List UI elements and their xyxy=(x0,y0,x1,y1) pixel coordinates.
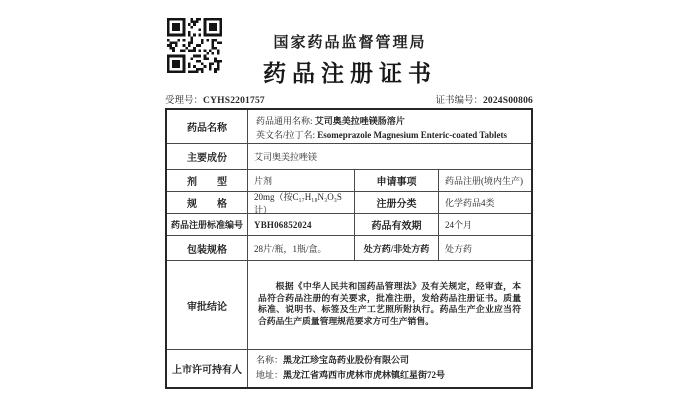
table-row-drug-name xyxy=(167,110,531,144)
table-row-main-ingredient xyxy=(167,144,531,170)
application-value: 药品注册(境内生产) xyxy=(445,176,523,186)
standard-no-label: 药品注册标准编号 xyxy=(167,214,248,235)
generic-name-prefix: 药品通用名称: xyxy=(256,116,315,126)
holder-address-line xyxy=(256,368,523,383)
generic-name-line xyxy=(256,114,523,128)
standard-no-value: YBH06852024 xyxy=(248,214,355,235)
english-name: Esomeprazole Magnesium Enteric-coated Tablets xyxy=(317,130,507,140)
dosage-form-value: 片剂 xyxy=(248,170,355,191)
holder-value xyxy=(248,350,531,387)
main-ingredient-label: 主要成份 xyxy=(167,144,248,169)
package-spec-value: 28片/瓶，1瓶/盒。 xyxy=(248,236,355,260)
holder-name: 黑龙江珍宝岛药业股份有限公司 xyxy=(283,355,410,365)
registration-class-value: 化学药品4类 xyxy=(445,198,495,208)
drug-name-value xyxy=(248,110,531,143)
table-row-dosage-application xyxy=(167,170,531,192)
approval-text: 根据《中华人民共和国药品管理法》及有关规定，经审查，本品符合药品注册的有关要求，批准注册，发给药品注册证书。质量标准、说明书、标签及生产工艺照所附执行。药品生产企业应当符合药品生产质量管理规范要求方可生产销售。 xyxy=(258,281,521,326)
certificate-numbers-row xyxy=(165,92,533,106)
validity-value: 24个月 xyxy=(445,220,473,230)
holder-address-prefix: 地址： xyxy=(256,370,284,380)
holder-address: 黑龙江省鸡西市虎林市虎林镇红星街72号 xyxy=(283,370,446,380)
page-title: 药品注册证书 xyxy=(263,61,437,86)
table-row-holder xyxy=(167,350,531,387)
certificate-value: 2024S00806 xyxy=(482,96,533,106)
certificate-table xyxy=(165,108,533,389)
holder-name-prefix: 名称： xyxy=(256,355,284,365)
rx-otc-value: 处方药 xyxy=(445,243,473,254)
table-row-package-rx xyxy=(167,236,531,261)
acceptance-value: CYHS2201757 xyxy=(203,96,265,106)
registration-class-label: 注册分类 xyxy=(355,192,439,213)
rx-otc-label: 处方药/非处方药 xyxy=(355,236,439,260)
dosage-form-label: 剂 型 xyxy=(167,170,248,191)
drug-name-label: 药品名称 xyxy=(167,110,248,143)
specification-value: 20mg（按C₁₇H₁₈N₃O₃S计） xyxy=(248,192,355,213)
table-row-standard-validity xyxy=(167,214,531,236)
holder-label: 上市许可持有人 xyxy=(167,350,248,387)
table-row-spec-class xyxy=(167,192,531,214)
agency-name: 国家药品监督管理局 xyxy=(273,34,427,51)
main-ingredient-value: 艾司奥美拉唑镁 xyxy=(254,152,318,162)
application-label: 申请事项 xyxy=(355,170,439,191)
package-spec-label: 包装规格 xyxy=(167,236,248,260)
certificate-label: 证书编号： xyxy=(435,96,483,106)
generic-name: 艾司奥美拉唑镁肠溶片 xyxy=(314,116,405,126)
english-name-line xyxy=(256,128,523,142)
table-row-approval xyxy=(167,261,531,350)
holder-name-line xyxy=(256,353,523,368)
validity-label: 药品有效期 xyxy=(355,214,439,235)
acceptance-label: 受理号： xyxy=(165,96,204,106)
acceptance-number xyxy=(165,92,265,106)
approval-label: 审批结论 xyxy=(167,261,248,349)
english-name-prefix: 英文名/拉丁名: xyxy=(256,130,318,140)
certificate-number xyxy=(435,92,533,106)
specification-label: 规 格 xyxy=(167,192,248,213)
